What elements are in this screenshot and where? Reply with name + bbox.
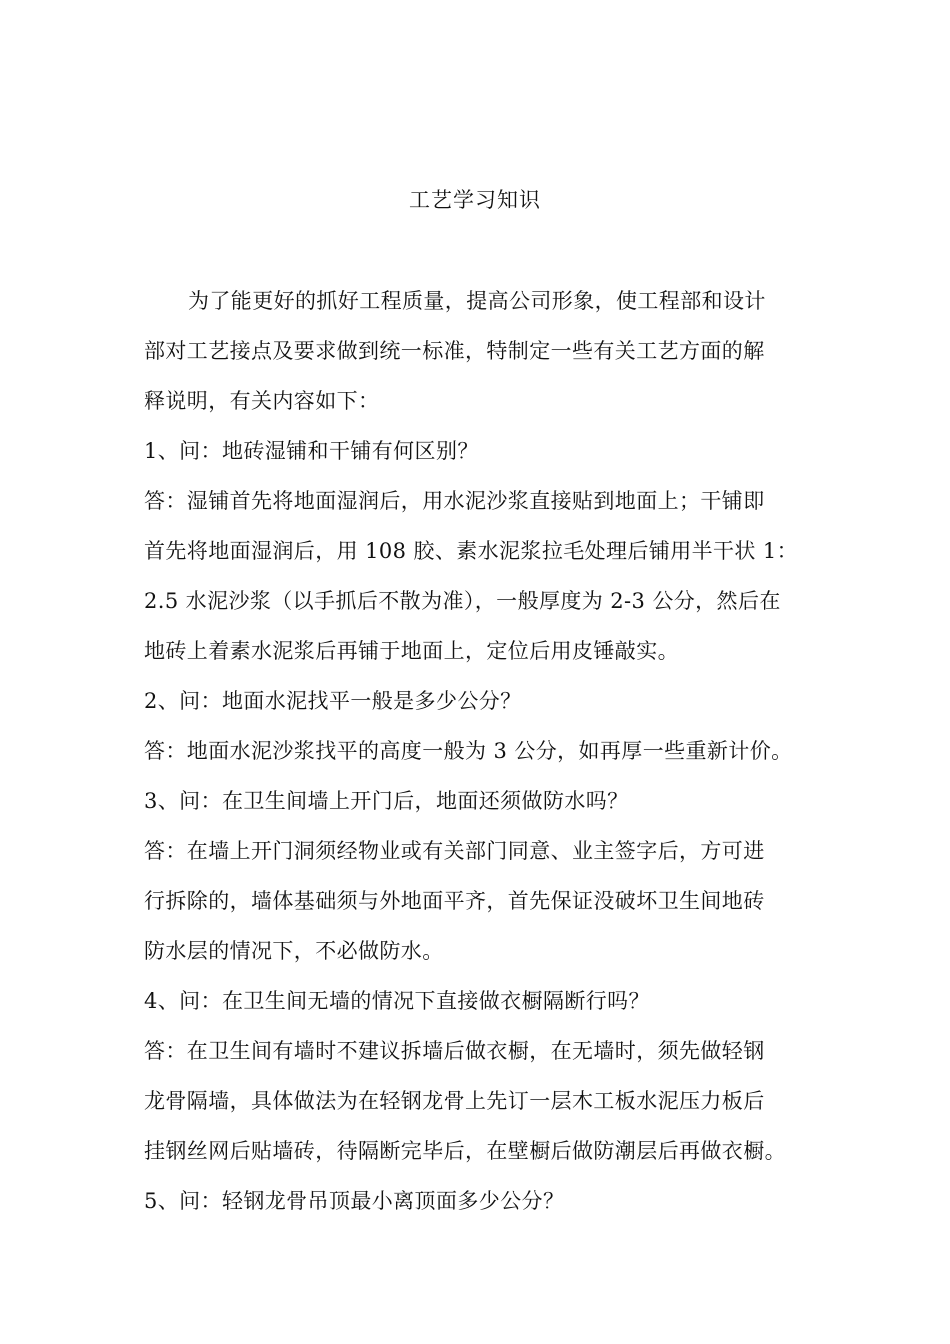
paragraph-line: 部对工艺接点及要求做到统一标准，特制定一些有关工艺方面的解 — [144, 339, 765, 363]
question-line: 5、问：轻钢龙骨吊顶最小离顶面多少公分？ — [144, 1189, 565, 1213]
answer-line: 挂钢丝网后贴墙砖，待隔断完毕后，在壁橱后做防潮层后再做衣橱。 — [144, 1139, 786, 1163]
answer-line: 答：在卫生间有墙时不建议拆墙后做衣橱，在无墙时，须先做轻钢 — [144, 1039, 765, 1063]
answer-line: 龙骨隔墙，具体做法为在轻钢龙骨上先订一层木工板水泥压力板后 — [144, 1089, 765, 1113]
question-line: 4、问：在卫生间无墙的情况下直接做衣橱隔断行吗？ — [144, 989, 650, 1013]
answer-line: 答：在墙上开门洞须经物业或有关部门同意、业主签字后，方可进 — [144, 839, 765, 863]
answer-line: 答：湿铺首先将地面湿润后，用水泥沙浆直接贴到地面上；干铺即 — [144, 489, 765, 513]
question-line: 1、问：地砖湿铺和干铺有何区别？ — [144, 439, 479, 463]
paragraph-line: 为了能更好的抓好工程质量，提高公司形象，使工程部和设计 — [188, 289, 766, 313]
answer-line: 首先将地面湿润后，用 108 胶、素水泥浆拉毛处理后铺用半干状 1： — [144, 539, 799, 563]
answer-line: 行拆除的，墙体基础须与外地面平齐，首先保证没破坏卫生间地砖 — [144, 889, 765, 913]
question-line: 2、问：地面水泥找平一般是多少公分？ — [144, 689, 522, 713]
answer-line: 地砖上着素水泥浆后再铺于地面上，定位后用皮锤敲实。 — [144, 639, 679, 663]
answer-line: 防水层的情况下，不必做防水。 — [144, 939, 444, 963]
paragraph-line: 释说明，有关内容如下： — [144, 389, 380, 413]
document-title: 工艺学习知识 — [409, 188, 541, 212]
question-line: 3、问：在卫生间墙上开门后，地面还须做防水吗？ — [144, 789, 629, 813]
document-body — [144, 282, 809, 1232]
answer-line: 答：地面水泥沙浆找平的高度一般为 3 公分，如再厚一些重新计价。 — [144, 739, 793, 763]
answer-line: 2.5 水泥沙浆（以手抓后不散为准），一般厚度为 2-3 公分，然后在 — [144, 589, 781, 613]
